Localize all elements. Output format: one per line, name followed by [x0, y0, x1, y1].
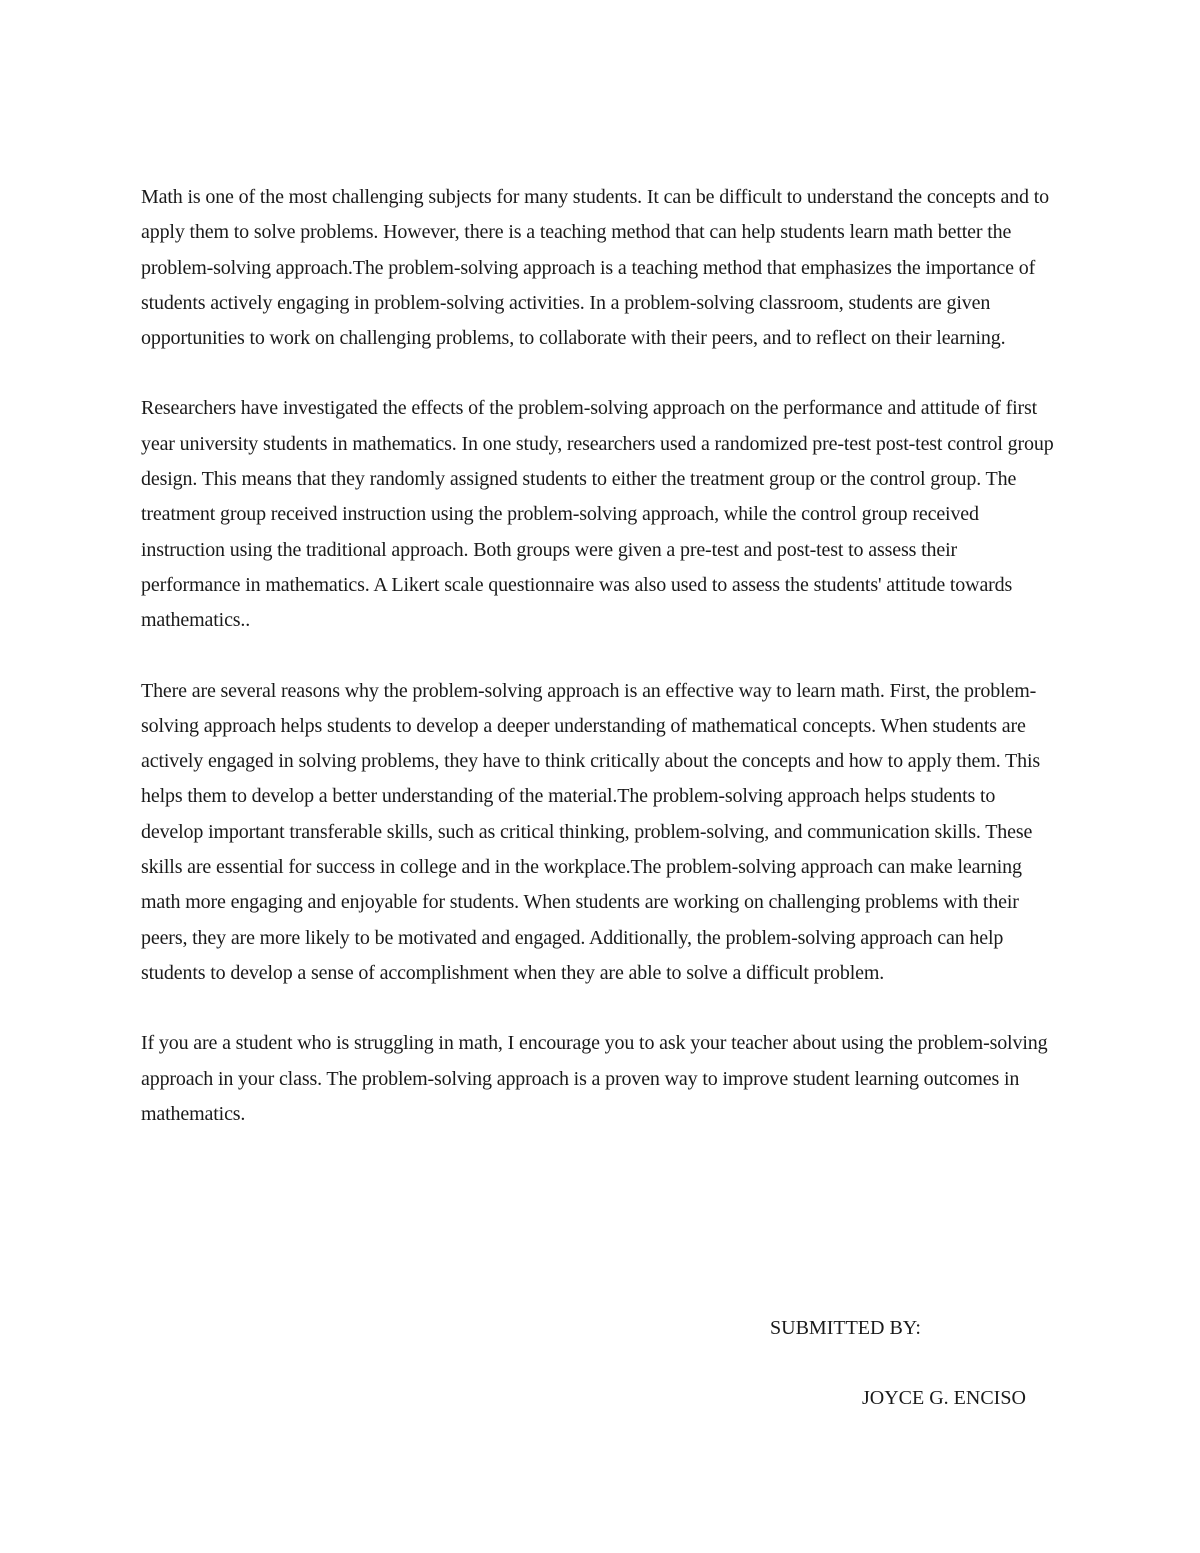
paragraph-intro: Math is one of the most challenging subjects for many students. It can be difficult to understand the concepts and to apply them to solve problems. However, there is a teaching method that can help students learn math better the problem-solving approach.The problem-solving approach is a teaching method that emphasizes the importance of students actively engaging in problem-solving activities. In a problem-solving classroom, students are given opportunities to work on challenging problems, to collaborate with their peers, and to reflect on their learning. [141, 186, 1049, 350]
paragraph-conclusion: If you are a student who is struggling in math, I encourage you to ask your teacher about using the problem-solving approach in your class. The problem-solving approach is a proven way to improve student learning outcomes in mathematics. [141, 1032, 1048, 1125]
author-name: JOYCE G. ENCISO [862, 1387, 1026, 1409]
document-body [141, 180, 1061, 1167]
paragraph-research: Researchers have investigated the effects of the problem-solving approach on the performance and attitude of first year university students in mathematics. In one study, researchers used a randomized pre-test post-test control group design. This means that they randomly assigned students to either the treatment group or the control group. The treatment group received instruction using the problem-solving approach, while the control group received instruction using the traditional approach. Both groups were given a pre-test and post-test to assess their performance in mathematics. A Likert scale questionnaire was also used to assess the students' attitude towards mathematics.. [141, 397, 1054, 632]
submitted-by-label: SUBMITTED BY: [770, 1317, 921, 1339]
paragraph-reasons: There are several reasons why the problem-solving approach is an effective way to learn math. First, the problem-solving approach helps students to develop a deeper understanding of mathematical concepts. When students are actively engaged in solving problems, they have to think critically about the concepts and how to apply them. This helps them to develop a better understanding of the material.The problem-solving approach helps students to develop important transferable skills, such as critical thinking, problem-solving, and communication skills. These skills are essential for success in college and in the workplace.The problem-solving approach can make learning math more engaging and enjoyable for students. When students are working on challenging problems with their peers, they are more likely to be motivated and engaged. Additionally, the problem-solving approach can help students to develop a sense of accomplishment when they are able to solve a difficult problem. [141, 679, 1040, 984]
